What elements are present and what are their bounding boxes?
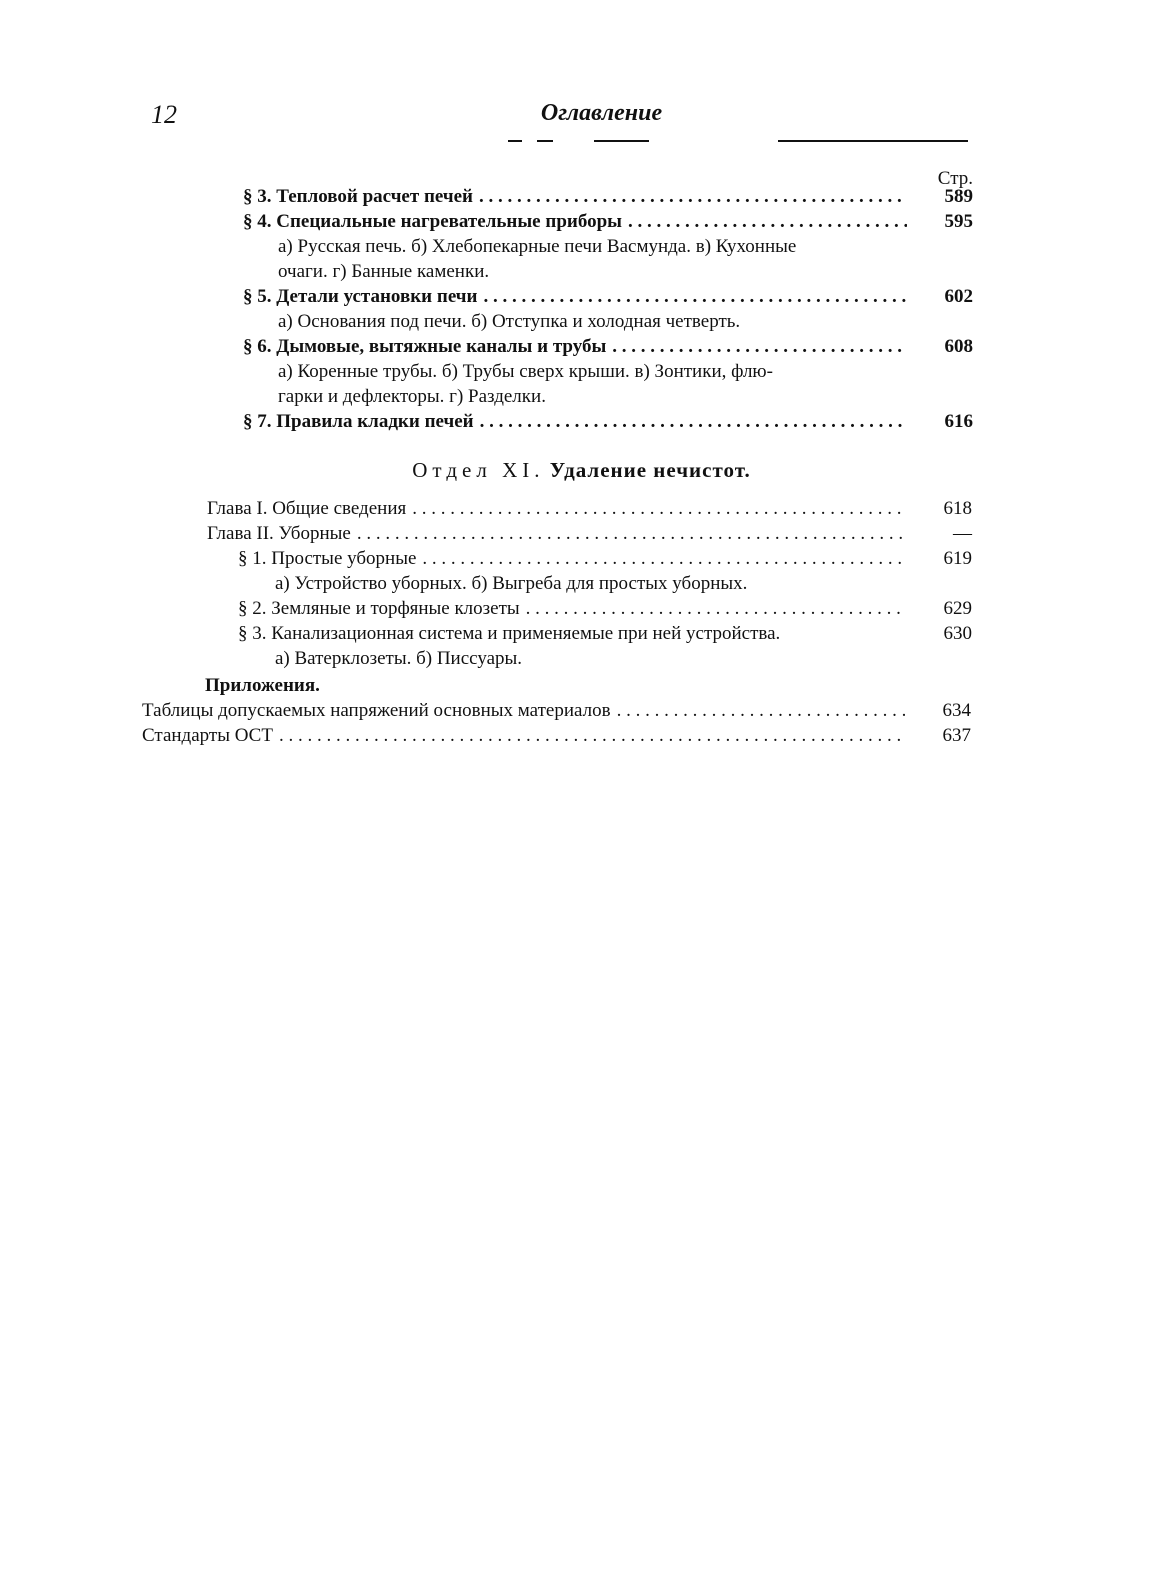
toc-entry-page: 634	[942, 700, 971, 721]
leader-dots	[617, 698, 905, 724]
toc-entry[interactable]	[243, 409, 973, 435]
toc-entry[interactable]	[142, 723, 971, 749]
header-rule	[778, 140, 968, 142]
toc-entry-page: —	[953, 523, 972, 544]
leader-dots	[526, 596, 906, 622]
toc-subentry: очаги. г) Банные каменки.	[278, 261, 490, 282]
toc-entry-text: § 3. Канализационная система и применяемые при ней устройства.	[238, 623, 781, 644]
running-head: Оглавление	[540, 100, 663, 126]
toc-subentry: а) Ватерклозеты. б) Писсуары.	[275, 648, 523, 669]
header-rule	[537, 140, 553, 142]
leader-dots	[412, 496, 906, 522]
toc-entry-text: § 3. Тепловой расчет печей	[243, 186, 473, 207]
toc-subentry: гарки и дефлекторы. г) Разделки.	[278, 386, 546, 407]
toc-entry[interactable]	[243, 334, 973, 360]
toc-entry[interactable]	[243, 284, 973, 310]
leader-dots	[628, 209, 907, 235]
toc-subentry: а) Коренные трубы. б) Трубы сверх крыши. в) Зонтики, флю-	[278, 361, 773, 382]
toc-entry-text: Таблицы допускаемых напряжений основных материалов	[142, 700, 611, 721]
leader-dots	[422, 546, 906, 572]
header-rule	[508, 140, 522, 142]
leader-dots	[480, 409, 907, 435]
toc-entry-text: § 1. Простые уборные	[238, 548, 417, 569]
toc-entry-text: § 5. Детали установки печи	[243, 286, 478, 307]
toc-entry-page: 630	[943, 623, 972, 644]
header-rule	[594, 140, 649, 142]
leader-dots	[483, 284, 907, 310]
toc-entry-page: 602	[944, 286, 973, 307]
toc-entry-page: 618	[943, 498, 972, 519]
toc-entry-page: 608	[944, 336, 973, 357]
page-number: 12	[151, 100, 177, 129]
toc-entry[interactable]	[238, 546, 972, 572]
toc-entry[interactable]	[243, 209, 973, 235]
toc-entry-text: § 7. Правила кладки печей	[243, 411, 474, 432]
toc-entry-text: Глава I. Общие сведения	[207, 498, 407, 519]
appendix-heading: Приложения.	[205, 675, 320, 696]
toc-entry[interactable]	[238, 596, 972, 622]
toc-entry-text: Глава II. Уборные	[207, 523, 351, 544]
toc-subentry: а) Русская печь. б) Хлебопекарные печи Васмунда. в) Кухонные	[278, 236, 797, 257]
toc-entry-text: § 4. Специальные нагревательные приборы	[243, 211, 622, 232]
toc-entry[interactable]	[238, 621, 972, 647]
leader-dots	[479, 184, 907, 210]
section-label: Отдел XI.	[412, 458, 545, 482]
toc-entry-page: 619	[943, 548, 972, 569]
toc-subentry: а) Устройство уборных. б) Выгреба для простых уборных.	[275, 573, 748, 594]
leader-dots	[279, 723, 905, 749]
page-column-header: Стр.	[937, 168, 973, 189]
toc-entry-text: Стандарты ОСТ	[142, 725, 273, 746]
toc-entry[interactable]	[207, 496, 972, 522]
toc-entry-page: 595	[944, 211, 973, 232]
section-title: Удаление нечистот.	[549, 458, 751, 482]
toc-entry-text: § 2. Земляные и торфяные клозеты	[238, 598, 520, 619]
toc-entry-page: 629	[943, 598, 972, 619]
toc-subentry: а) Основания под печи. б) Отступка и холодная четверть.	[278, 311, 741, 332]
leader-dots	[612, 334, 907, 360]
toc-entry-page: 616	[944, 411, 973, 432]
section-heading	[0, 458, 1163, 483]
toc-entry[interactable]	[243, 184, 973, 210]
toc-entry[interactable]	[207, 521, 972, 547]
toc-entry-text: § 6. Дымовые, вытяжные каналы и трубы	[243, 336, 607, 357]
leader-dots	[357, 521, 906, 547]
toc-entry-page: 637	[942, 725, 971, 746]
toc-entry-page: 589	[944, 186, 973, 207]
toc-entry[interactable]	[142, 698, 971, 724]
